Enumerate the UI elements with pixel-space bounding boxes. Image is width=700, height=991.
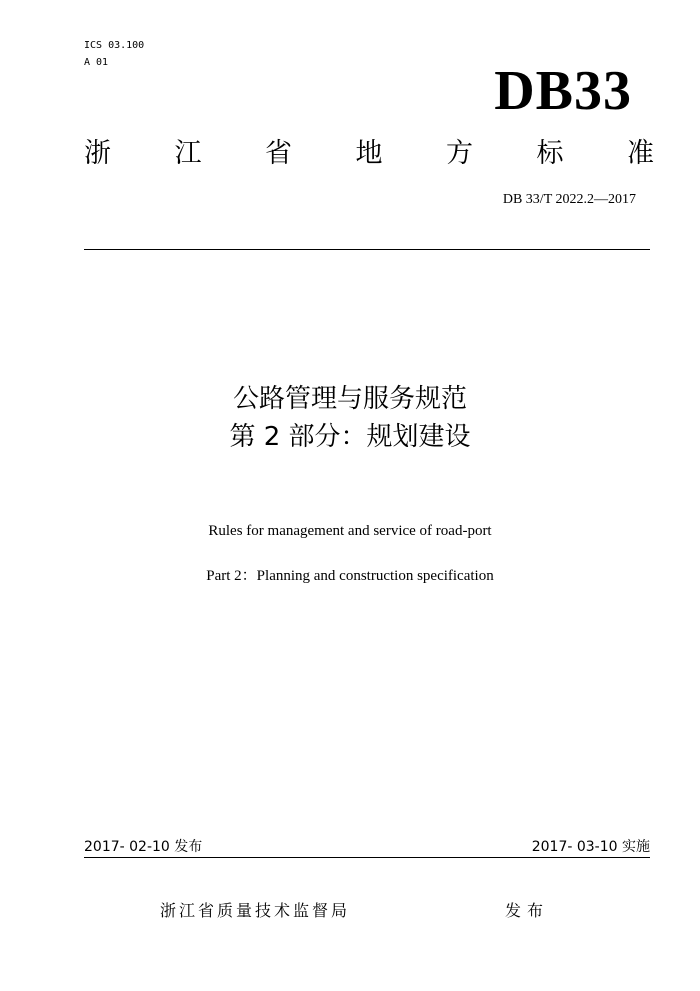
publisher-name: 浙江省质量技术监督局 — [160, 901, 351, 920]
standard-type-char: 方 — [446, 138, 473, 169]
bottom-divider — [84, 857, 650, 858]
standard-type-char: 江 — [174, 138, 202, 169]
standard-type-char: 准 — [627, 138, 654, 169]
ics-code: ICS 03.100 — [84, 40, 145, 51]
classification-codes — [84, 37, 144, 71]
standard-type-char: 地 — [355, 138, 383, 169]
standard-type-char: 省 — [265, 138, 292, 169]
english-title-line1: Rules for management and service of road-port — [208, 523, 492, 539]
english-title-line2: Part 2：Planning and construction specification — [206, 568, 494, 584]
standard-type-heading — [84, 136, 654, 172]
chinese-title-line1: 公路管理与服务规范 — [232, 384, 467, 414]
chinese-title-line2: 第 2 部分：规划建设 — [229, 422, 471, 452]
standard-type-char: 浙 — [84, 138, 111, 169]
publish-label: 发布 — [505, 901, 550, 920]
implement-date: 2017- 03-10 实施 — [531, 839, 650, 855]
issue-date: 2017- 02-10 发布 — [84, 839, 203, 855]
db-code-logo: DB33 — [494, 60, 632, 122]
category-code: A 01 — [84, 57, 109, 68]
standard-number: DB 33/T 2022.2—2017 — [502, 192, 636, 207]
top-divider — [84, 249, 650, 250]
standard-type-char: 标 — [536, 138, 564, 169]
